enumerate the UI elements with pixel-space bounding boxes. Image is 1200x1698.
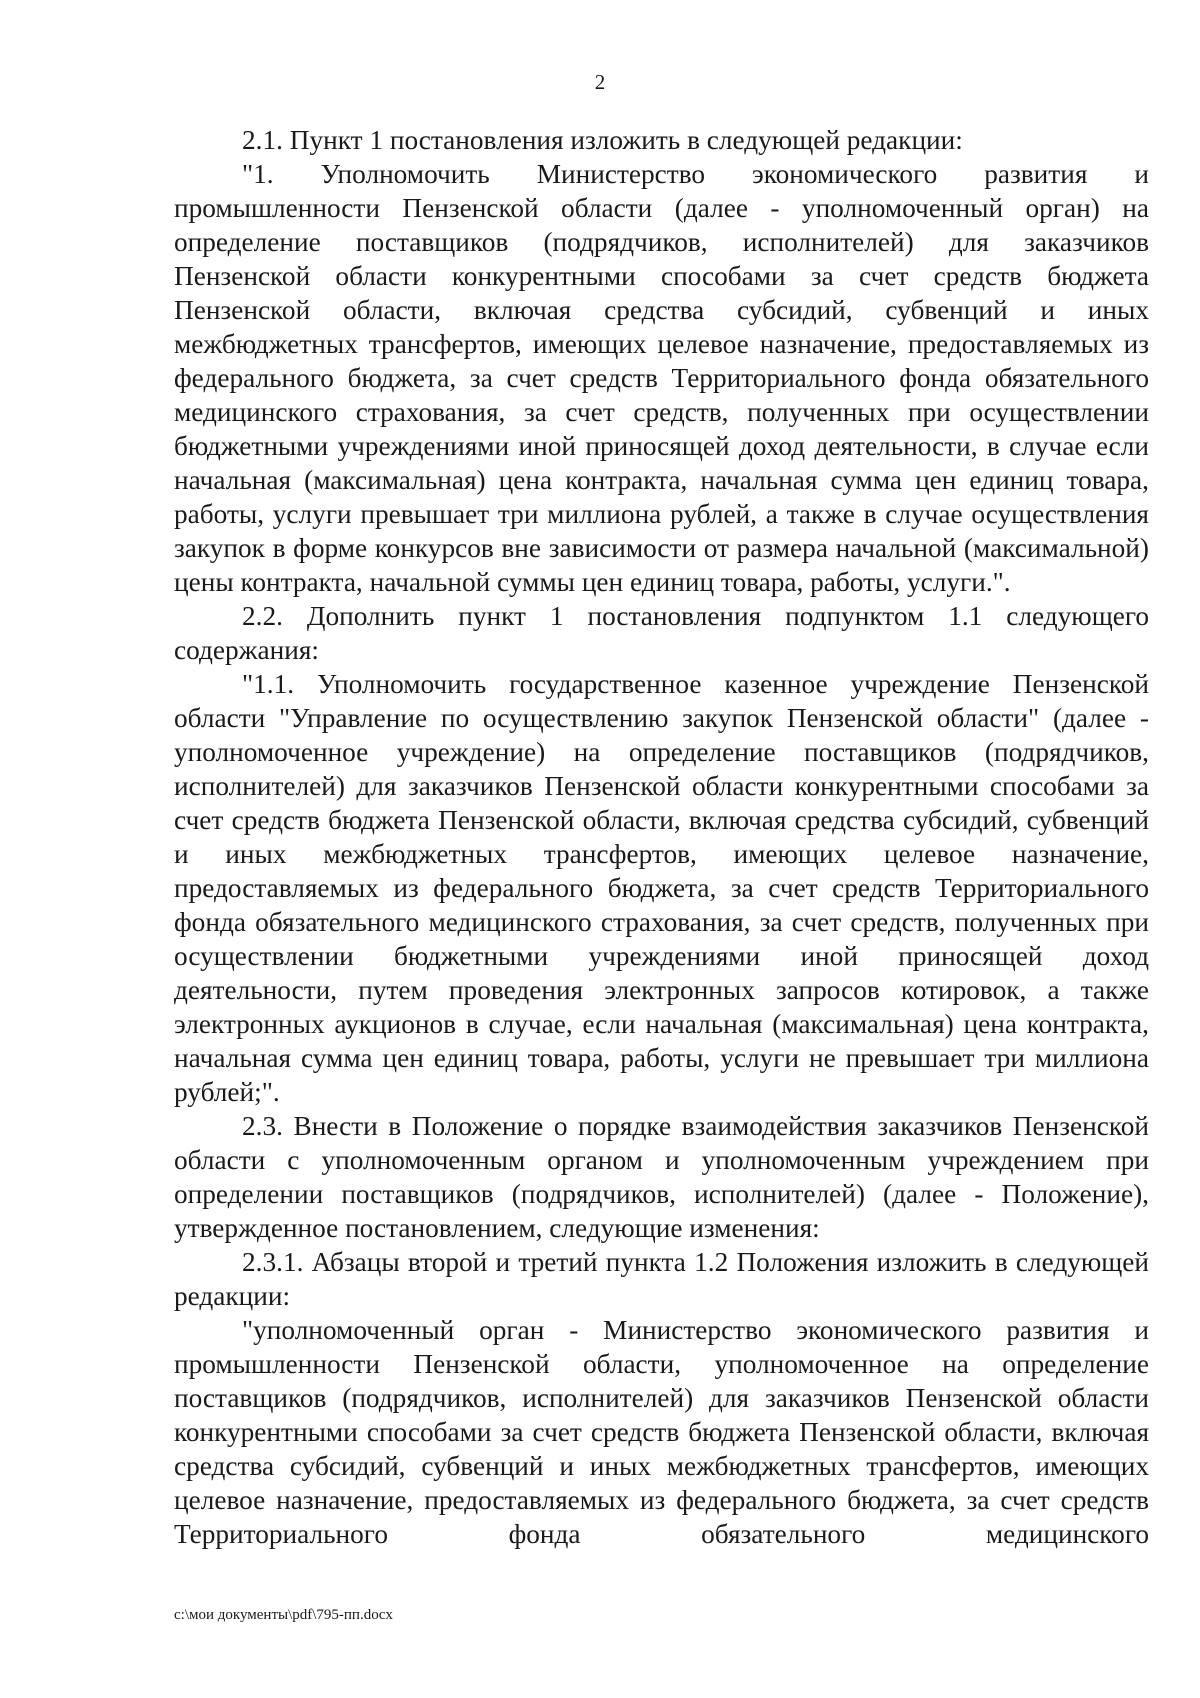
- footer-file-path: c:\мои документы\pdf\795-пп.docx: [174, 1607, 393, 1623]
- paragraph-2-2: 2.2. Дополнить пункт 1 постановления подпунктом 1.1 следующего содержания:: [174, 601, 1149, 665]
- paragraph-2-3-1-text: "уполномоченный орган - Министерство экономического развития и промышленности Пензенской области, уполномоченное на определение поставщиков (подрядчиков, исполнителей) для заказчиков Пензенской области конкурентными способами за счет средств бюджета Пензенской области, включая средства субсидий, субвенций и иных межбюджетных трансфертов, имеющих целевое назначение, предоставляемых из федерального бюджета, за счет средств Территориального фонда обязательного медицинского: [174, 1315, 1149, 1549]
- paragraph-2-3: 2.3. Внести в Положение о порядке взаимодействия заказчиков Пензенской области с уполномоченным органом и уполномоченным учреждением при определении поставщиков (подрядчиков, исполнителей) (далее - Положение), утвержденное постановлением, следующие изменения:: [174, 1111, 1149, 1243]
- page-number: 2: [594, 70, 606, 94]
- paragraph-2-1: 2.1. Пункт 1 постановления изложить в следующей редакции:: [242, 125, 963, 155]
- paragraph-2-2-text: "1.1. Уполномочить государственное казенное учреждение Пензенской области "Управление по осуществлению закупок Пензенской области" (далее - уполномоченное учреждение) на определение поставщиков (подрядчиков, исполнителей) для заказчиков Пензенской области конкурентными способами за счет средств бюджета Пензенской области, включая средства субсидий, субвенций и иных межбюджетных трансфертов, имеющих целевое назначение, предоставляемых из федерального бюджета, за счет средств Территориального фонда обязательного медицинского страхования, за счет средств, полученных при осуществлении бюджетными учреждениями иной приносящей доход деятельности, путем проведения электронных запросов котировок, а также электронных аукционов в случае, если начальная (максимальная) цена контракта, начальная сумма цен единиц товара, работы, услуги не превышает три миллиона рублей;".: [174, 669, 1149, 1107]
- paragraph-2-1-text: "1. Уполномочить Министерство экономического развития и промышленности Пензенской области (далее - уполномоченный орган) на определение поставщиков (подрядчиков, исполнителей) для заказчиков Пензенской области конкурентными способами за счет средств бюджета Пензенской области, включая средства субсидий, субвенций и иных межбюджетных трансфертов, имеющих целевое назначение, предоставляемых из федерального бюджета, за счет средств Территориального фонда обязательного медицинского страхования, за счет средств, полученных при осуществлении бюджетными учреждениями иной приносящей доход деятельности, в случае если начальная (максимальная) цена контракта, начальная сумма цен единиц товара, работы, услуги превышает три миллиона рублей, а также в случае осуществления закупок в форме конкурсов вне зависимости от размера начальной (максимальной) цены контракта, начальной суммы цен единиц товара, работы, услуги.".: [174, 159, 1149, 597]
- paragraph-2-3-1: 2.3.1. Абзацы второй и третий пункта 1.2 Положения изложить в следующей редакции:: [174, 1247, 1149, 1311]
- document-body: [174, 123, 1149, 1551]
